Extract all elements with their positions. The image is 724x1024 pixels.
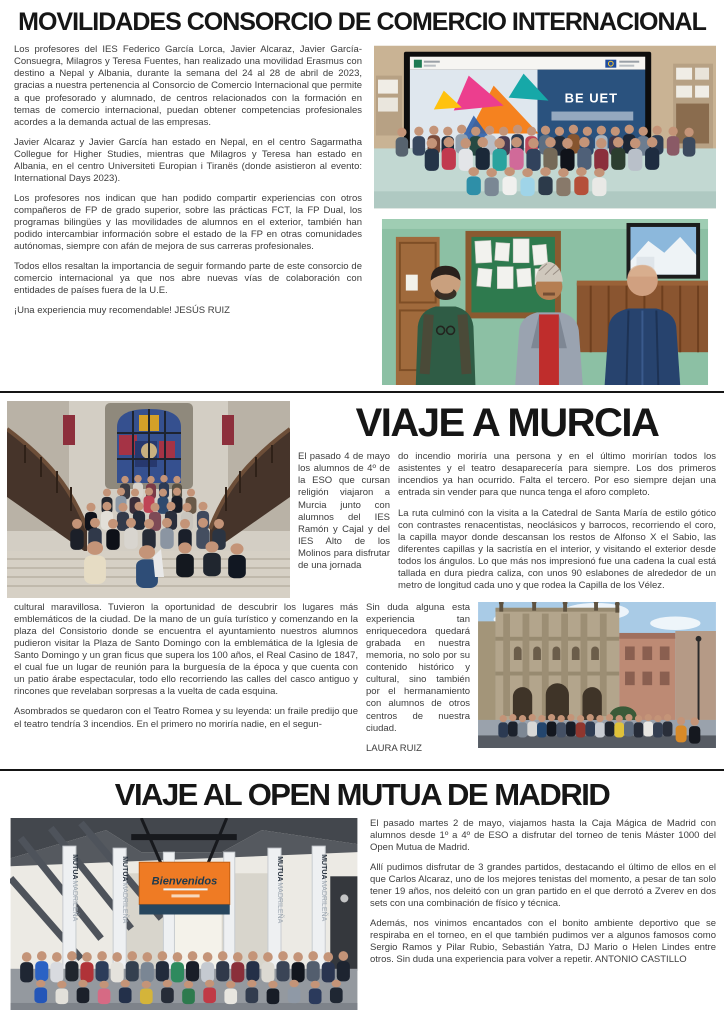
nepal-teachers-photo (374, 219, 716, 385)
article1-paragraph: Los profesores del IES Federico García Lorca, Javier Alcaraz, Javier García-Consuegra, Milagros y Teresa Fuentes, han realizado una movilidad Erasmus con destino a Nepal y Albania, durante la semana del 24 al 28 de abril de 2023, gracias a nuestra pertenencia al Consorcio de Comercio Internacional que permite a que profesorado y alumnado, de centros relacionados con la formación en temas de comercio internacional, puedan obtener competencias profesionales acordes a la demanda actual de las empresas. (14, 44, 362, 128)
section-divider (0, 769, 724, 771)
article2-columns (298, 451, 716, 600)
article2-bottom-left (14, 602, 358, 763)
conference-group-photo (374, 44, 716, 210)
article1-paragraph: Javier Alcaraz y Javier García han estado en Nepal, en el centro Sagarmatha Collegue for Higher Studies, mientras que Milagros y Teresa han estado en Albania, en el centro Universiteti Europian i Tiranës (donde asistieron al evento: International Days 2023). (14, 136, 362, 184)
article2-paragraph: cultural maravillosa. Tuvieron la oportunidad de descubrir los lugares más emblemáticos de la ciudad. De la mano de un guía turístico y comenzando en la plaza del Consistorio donde se encuentra el ayuntamiento nuestros alumnos pudieron visitar la Plaza de Santo Domingo con la emblemática de la Iglesia de Santo Domingo y un gran ficus que supera los 100 años, el Real Casino de 1847, el cual fue un lugar de reunión para la burguesía de la época y que cuenta con un patio árabe espectacular, todo ello recorriendo las calles del casco antiguo y rincones que revelaban sorpresas a la vuelta de cada esquina. (14, 601, 358, 698)
article2-side-paragraph: Sin duda alguna esta experiencia tan enriquecedora quedará grabada en nuestra memoria, no solo por su contenido histórico y cultural, sino también por el hermanamiento con alumnos de otros centros de nuestra ciudad. (366, 601, 470, 734)
article2-paragraph: do incendio moriría una persona y en el último morirían todos los asistentes y el teatro desaparecería para siempre. Los dos primeros incendios ya han ocurrido. Falta el tercero. Por eso siempre dejan una entrada sin vender para que nunca tenga el aforo completo. (398, 451, 716, 499)
caja-magica-group-photo (10, 818, 358, 1010)
article1-paragraph: Los profesores nos indican que han podido compartir experiencias con otros compañeros de FP de grado superior, sobre las prácticas FCT, la FP Dual, los programas bilingües y las movilidades de alumnos en el exterior, también han podido intercambiar información sobre el estado de la FP en otras comunidades autónomas, siempre con afán de mejora de sus carreras profesionales. (14, 192, 362, 253)
article1-paragraph: Todos ellos resaltan la importancia de seguir formando parte de este consorcio de comercio internacional ya que nos abre nuevas vías de colaboración con entidades de países fuera de la U.E. (14, 261, 362, 297)
article2-byline: LAURA RUIZ (366, 742, 422, 754)
murcia-cathedral-photo (478, 602, 716, 748)
pillar-brand-text: MUTUA (70, 853, 78, 880)
article3-paragraph: Allí pudimos disfrutar de 3 grandes partidos, destacando el último de ellos en el que Carlos Alcaraz, uno de los mejores tenistas del momento, a pesar de tan solo tener 19 años, nos deleitó con un gran partido en el que derrotó a Zverev en dos sets con una combinación de físico y técnica. (370, 861, 716, 910)
article1-title: MOVILIDADES CONSORCIO DE COMERCIO INTERNACIONAL (18, 8, 706, 36)
article2-paragraph: Asombrados se quedaron con el Teatro Romea y su leyenda: un fraile predijo que el teatro tendría 3 incendios. En el primero no moriría nadie, en el segun- (14, 706, 358, 730)
article3-text-column (370, 818, 716, 1010)
svg-text:MUTUA: MUTUA (121, 855, 129, 882)
article2-right (298, 401, 716, 600)
casino-staircase-group-photo (7, 401, 290, 598)
article2-paragraph: La ruta culminó con la visita a la Catedral de Santa María de estilo gótico con contrastes renacentistas, neoclásicos y barrocos, recorriendo el coro, la capilla mayor donde descansan los restos de Alfonso X el Sabio, las diferentes capillas y la sacristía en el interior, y visitando el exterior desde todos los ángulos. Lo que más nos impresionó fue una cadena la cual está tallada en dura piedra caliza, con unos 90 eslabones de alrededor de un metro de longitud cada uno y que rodea la Capilla de los Vélez. (398, 507, 716, 591)
article3-paragraph: El pasado martes 2 de mayo, viajamos hasta la Caja Mágica de Madrid con alumnos desde 1º a 4º de ESO a disfrutar del torneo de tenis Máster 1000 del Open Mutua de Madrid. (370, 817, 716, 853)
section-divider (0, 391, 724, 393)
article1-text-column (14, 44, 362, 385)
screen-slogan-text: BE UET (564, 90, 619, 106)
svg-text:MADRILEÑA: MADRILEÑA (275, 882, 283, 923)
article2-main-column (398, 451, 716, 600)
article1 (0, 44, 724, 385)
article2-side-column (366, 602, 470, 763)
svg-text:MUTUA: MUTUA (320, 853, 328, 880)
article3-paragraph: Además, nos vinimos encantados con el bonito ambiente deportivo que se respiraba en el torneo, en el que también pudimos ver a algunos famosos como Sergio Ramos y Pilar Rubio, Sebastián Yatra, DJ Mario o Helen Lindes entre otros. Sin duda una experiencia para volver a repetir. ANTONIO CASTILLO (370, 918, 716, 966)
article3-title: VIAJE AL OPEN MUTUA DE MADRID (114, 776, 610, 812)
article2-intro-column (298, 451, 390, 600)
svg-text:MADRILEÑA: MADRILEÑA (121, 882, 129, 923)
article1-closing: ¡Una experiencia muy recomendable! JESÚS RUIZ (14, 305, 230, 317)
article2-bottom (0, 602, 724, 763)
article2-intro: El pasado 4 de mayo los alumnos de 4º de la ESO que cursan religión viajaron a Murcia junto con alumnos del IES Ramón y Cajal y del IES Alto de los Molinos para disfrutar de una jornada (298, 451, 390, 571)
svg-text:MADRILEÑA: MADRILEÑA (320, 880, 328, 921)
sign-text: Bienvenidos (151, 875, 218, 888)
article3 (0, 818, 724, 1010)
students-front-row (34, 979, 342, 1003)
svg-text:MUTUA: MUTUA (275, 855, 283, 882)
article1-photo-column (374, 44, 716, 385)
pillar-brand-text-2: MADRILEÑA (70, 880, 78, 921)
article2-top (0, 401, 724, 600)
article2-title: VIAJE A MURCIA (355, 401, 659, 446)
